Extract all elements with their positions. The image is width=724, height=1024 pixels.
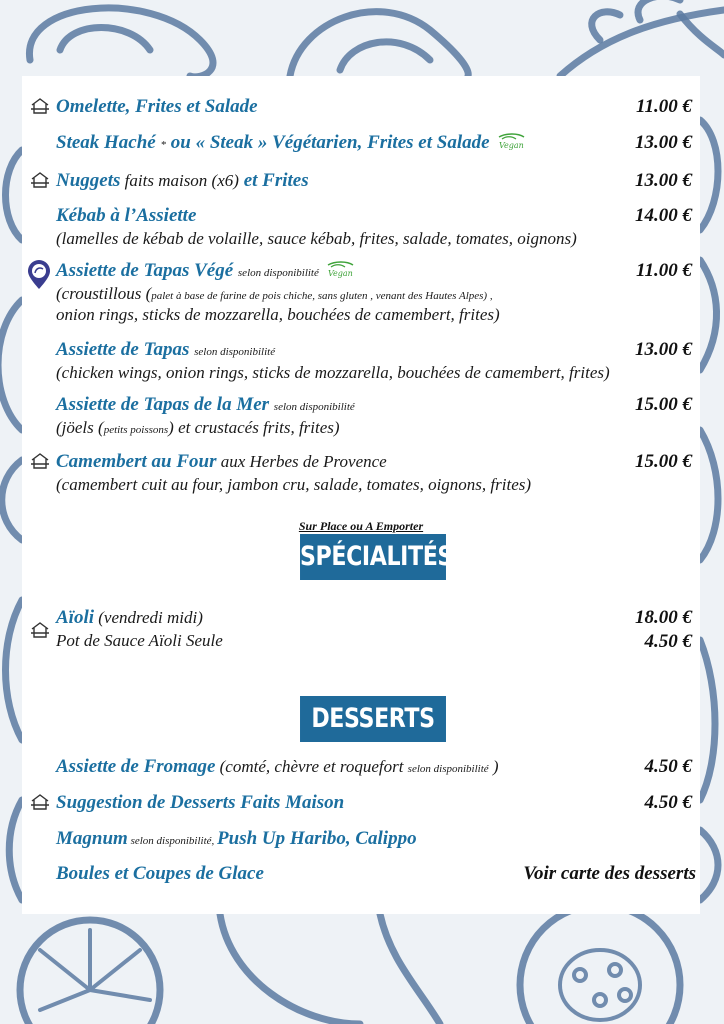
item-title: Boules et Coupes de Glace xyxy=(56,863,264,884)
item-description: (lamelles de kébab de volaille, sauce kébab, frites, salade, tomates, oignons) xyxy=(56,229,577,248)
takeaway-house-icon xyxy=(30,171,50,189)
item-title: Nuggets faits maison (x6) et Frites xyxy=(56,170,309,191)
section-subtitle: Sur Place ou A Emporter xyxy=(298,519,424,533)
item-title: Camembert au Four aux Herbes de Provence xyxy=(56,451,387,472)
item-title: Pot de Sauce Aïoli Seule xyxy=(56,631,223,650)
svg-text:Vegan: Vegan xyxy=(327,268,353,278)
section-heading-desserts: DESSERTS xyxy=(300,696,446,742)
item-price: 13.00 € xyxy=(635,339,692,360)
item-title: Assiette de Tapas selon disponibilité xyxy=(56,339,276,360)
item-price: 13.00 € xyxy=(635,170,692,191)
takeaway-house-icon xyxy=(30,452,50,470)
vegan-label-icon xyxy=(325,261,355,279)
svg-text:Vegan: Vegan xyxy=(498,140,524,150)
item-price: 18.00 € xyxy=(635,607,692,628)
takeaway-house-icon xyxy=(30,621,50,639)
item-description: (jöels (petits poissons) et crustacés frits, frites) xyxy=(56,418,340,437)
item-price: 4.50 € xyxy=(644,631,692,652)
item-price: 11.00 € xyxy=(636,260,692,281)
item-title: Assiette de Tapas Végé selon disponibilité Vegan xyxy=(56,260,355,282)
item-title: Assiette de Tapas de la Mer selon disponibilité xyxy=(56,394,355,415)
item-description: (chicken wings, onion rings, sticks de mozzarella, bouchées de camembert, frites) xyxy=(56,363,610,382)
item-title: Omelette, Frites et Salade xyxy=(56,96,258,117)
item-price: 11.00 € xyxy=(636,96,692,117)
item-price: 14.00 € xyxy=(635,205,692,226)
item-description: (croustillous (palet à base de farine de pois chiche, sans gluten , venant des Hautes Alpes) , xyxy=(56,284,493,303)
vegan-label-icon xyxy=(496,133,526,151)
item-title: Steak Haché * ou « Steak » Végétarien, Frites et Salade Vegan xyxy=(56,132,526,154)
item-price: 4.50 € xyxy=(644,792,692,813)
item-description: (camembert cuit au four, jambon cru, salade, tomates, oignons, frites) xyxy=(56,475,532,494)
vegetarian-badge-icon xyxy=(26,260,52,290)
section-heading-specialites: SPÉCIALITÉS xyxy=(300,534,446,580)
item-title: Aïoli (vendredi midi) xyxy=(56,607,203,628)
dessert-menu-reference: Voir carte des desserts xyxy=(523,863,696,884)
takeaway-house-icon xyxy=(30,97,50,115)
item-title: Magnum selon disponibilité, Push Up Haribo, Calippo xyxy=(56,828,417,849)
item-price: 15.00 € xyxy=(635,394,692,415)
menu-panel xyxy=(22,76,700,914)
item-price: 15.00 € xyxy=(635,451,692,472)
item-title: Kébab à l’Assiette xyxy=(56,205,197,226)
item-description: onion rings, sticks de mozzarella, bouchées de camembert, frites) xyxy=(56,305,500,324)
takeaway-house-icon xyxy=(30,793,50,811)
item-price: 4.50 € xyxy=(644,756,692,777)
item-title: Assiette de Fromage (comté, chèvre et roquefort selon disponibilité ) xyxy=(56,756,499,777)
item-title: Suggestion de Desserts Faits Maison xyxy=(56,792,345,813)
item-price: 13.00 € xyxy=(635,132,692,153)
